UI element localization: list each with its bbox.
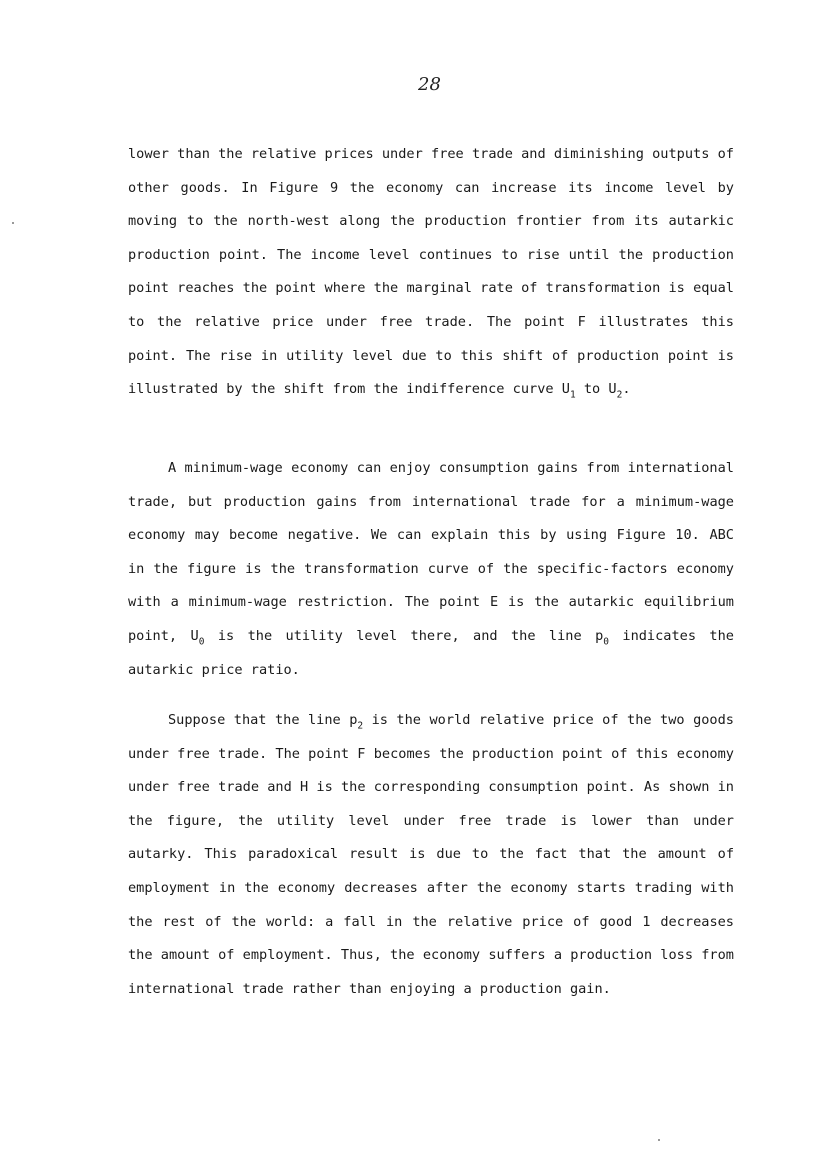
subscript-u0: 0 (198, 636, 205, 648)
paragraph-2-text-2: is the utility level there, and the line p (204, 627, 604, 644)
subscript-u1: 1 (569, 389, 576, 401)
paragraph-3-text-2: is the world relative price of the two goods under free trade. The point F becomes the production point of this economy under free trade and H is the corresponding consumption point. As shown in the figure, the utility level under free trade is lower than under autarky. This paradoxical result is due to the fact that the amount of employment in the economy decreases after the economy starts trading with the rest of the world: a fall in the relative price of good 1 decreases the amount of employment. Thus, the economy suffers a production loss from international trade rather than enjoying a production gain. (128, 712, 734, 997)
paragraph-1-text: lower than the relative prices under free trade and diminishing outputs of other goods. In Figure 9 the economy can increase its income level by moving to the north-west along the production frontier from its autarkic production point. The income level continues to rise until the production point reaches the point where the marginal rate of transformation is equal to the relative price under free trade. The point F illustrates this point. The rise in utility level due to this shift of production point is illustrated by the shift from the indifference curve U (128, 146, 734, 398)
subscript-u2: 2 (616, 389, 623, 401)
paragraph-1-text-2: to U (575, 381, 617, 398)
paragraph-3 (128, 704, 734, 1006)
subscript-p0: 0 (603, 636, 609, 648)
paragraph-1-text-3: . (622, 381, 631, 398)
scan-speck (658, 1139, 660, 1141)
subscript-p2: 2 (357, 720, 364, 732)
paragraph-2-text: A minimum-wage economy can enjoy consumption gains from international trade, but production gains from international trade for a minimum-wage economy may become negative. We can explain this by using Figure 10. ABC in the figure is the transformation curve of the specific-factors economy with a minimum-wage restriction. The point E is the autarkic equilibrium point, U (128, 460, 734, 644)
paragraph-3-text: Suppose that the line p (168, 712, 358, 728)
page-number: 28 (418, 74, 441, 95)
paragraph-1 (128, 138, 734, 407)
scan-speck (12, 222, 14, 224)
paragraph-2-text-3: indicates the autarkic price ratio. (128, 627, 734, 678)
paragraph-2 (128, 452, 734, 687)
